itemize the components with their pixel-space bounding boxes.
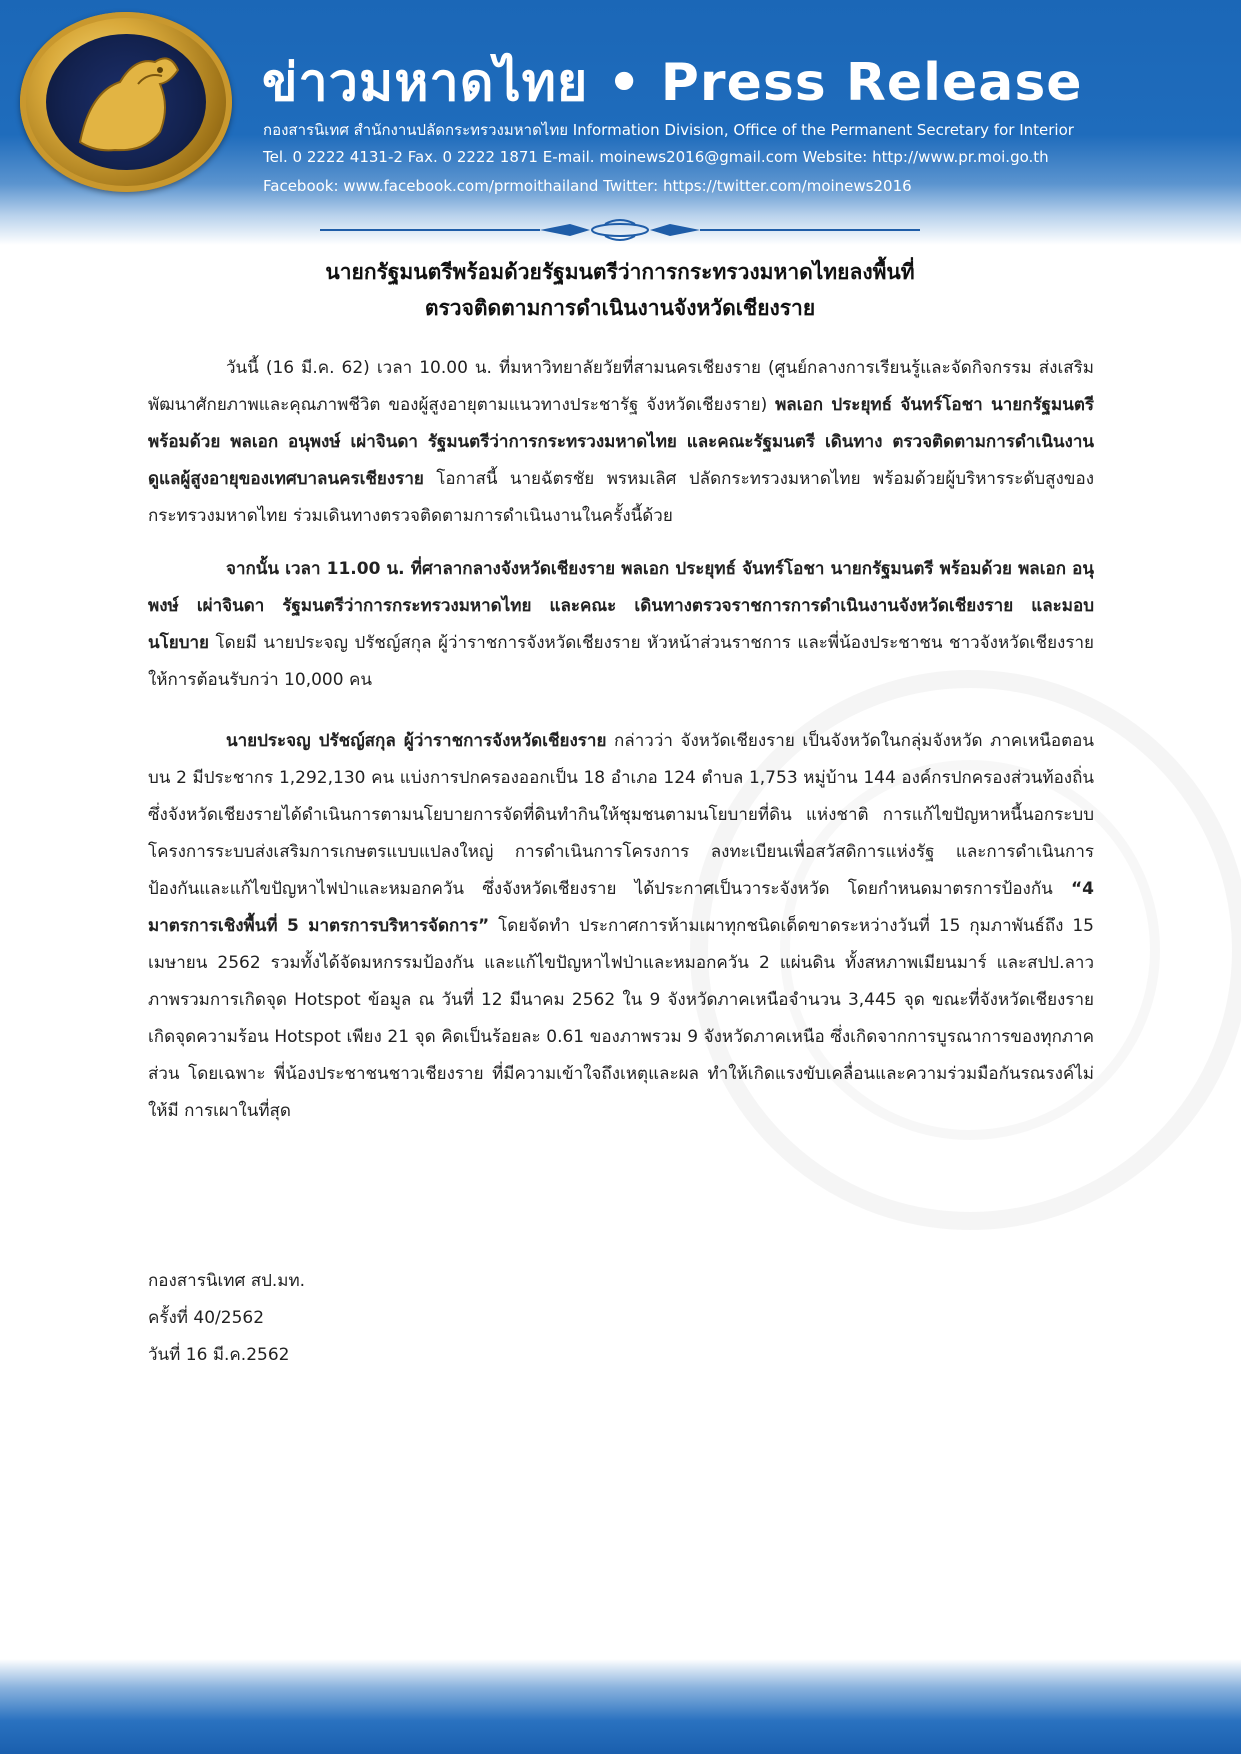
signature-division: กองสารนิเทศ สป.มท. (148, 1271, 306, 1291)
paragraph-2-bold: จากนั้น เวลา 11.00 น. ที่ศาลากลางจังหวัดเชียงราย พลเอก ประยุทธ์ จันทร์โอชา นายกรัฐมนตรี พร้อมด้วย พลเอก อนุพงษ์ เผ่าจินดา รัฐมนตรีว่าการกระทรวงมหาดไทย และคณะ เดินทางตรวจราชการการดำเนินงานจังหวัดเชียงราย และมอบนโยบาย (148, 559, 1094, 653)
signature-issue-number: ครั้งที่ 40/2562 (148, 1308, 265, 1328)
paragraph-3 (148, 723, 1094, 1130)
signature-date: วันที่ 16 มี.ค.2562 (148, 1345, 290, 1365)
headline-line-1: นายกรัฐมนตรีพร้อมด้วยรัฐมนตรีว่าการกระทรวงมหาดไทยลงพื้นที่ (325, 260, 915, 284)
paragraph-3-text-e: โดยจัดทำ ประกาศการห้ามเผาทุกชนิดเด็ดขาดระหว่างวันที่ 15 กุมภาพันธ์ถึง 15 เมษายน 2562 รวมทั้งได้จัดมหกรรมป้องกัน และแก้ไขปัญหาไฟป่าและหมอกควัน 2 แผ่นดิน ทั้งสหภาพเมียนมาร์ และสปป.ลาว ภาพรวมการเกิดจุด Hotspot ข้อมูล ณ วันที่ 12 มีนาคม 2562 ใน 9 จังหวัดภาคเหนือจำนวน 3,445 จุด ขณะที่จังหวัดเชียงรายเกิดจุดความร้อน Hotspot เพียง 21 จุด คิดเป็นร้อยละ 0.61 ของภาพรวม 9 จังหวัดภาคเหนือ ซึ่งเกิดจากการบูรณาการของทุกภาคส่วน โดยเฉพาะ พี่น้องประชาชนชาวเชียงราย ที่มีความเข้าใจถึงเหตุและผล ทำให้เกิดแรงขับเคลื่อนและความร่วมมือกันรณรงค์ไม่ให้มี การเผาในที่สุด (148, 916, 1094, 1121)
page-title: ข่าวมหาดไทย • Press Release (262, 53, 1083, 113)
paragraph-1-bold: พลเอก ประยุทธ์ จันทร์โอชา นายกรัฐมนตรี พร้อมด้วย พลเอก อนุพงษ์ เผ่าจินดา รัฐมนตรีว่าการกระทรวงมหาดไทย และคณะรัฐมนตรี เดินทาง ตรวจติดตามการดำเนินงานดูแลผู้สูงอายุของเทศบาลนครเชียงราย (148, 395, 1094, 489)
paragraph-1-text-c: โอกาสนี้ นายฉัตรชัย พรหมเลิศ ปลัดกระทรวงมหาดไทย พร้อมด้วยผู้บริหารระดับสูงของกระทรวงมหาดไทย ร่วมเดินทางตรวจติดตามการดำเนินงานในครั้งนี้ด้วย (148, 469, 1094, 526)
paragraph-3-text-c: กล่าวว่า จังหวัดเชียงราย เป็นจังหวัดในกลุ่มจังหวัด ภาคเหนือตอนบน 2 มีประชากร 1,292,130 คน แบ่งการปกครองออกเป็น 18 อำเภอ 124 ตำบล 1,753 หมู่บ้าน 144 องค์กรปกครองส่วนท้องถิ่น ซึ่งจังหวัดเชียงรายได้ดำเนินการตามนโยบายการจัดที่ดินทำกินให้ชุมชนตามนโยบายที่ดิน แห่งชาติ การแก้ไขปัญหาหนี้นอกระบบ โครงการระบบส่งเสริมการเกษตรแบบแปลงใหญ่ การดำเนินการโครงการ ลงทะเบียนเพื่อสวัสดิการแห่งรัฐ และการดำเนินการป้องกันและแก้ไขปัญหาไฟป่าและหมอกควัน ซึ่งจังหวัดเชียงราย ได้ประกาศเป็นวาระจังหวัด โดยกำหนดมาตรการป้องกัน (148, 731, 1094, 899)
paragraph-2 (148, 551, 1094, 699)
paragraph-3-bold-measures: “4 มาตรการเชิงพื้นที่ 5 มาตรการบริหารจัดการ” (148, 879, 1094, 936)
paragraph-1 (148, 350, 1094, 535)
divider-ornament (320, 218, 920, 242)
header-org-line: กองสารนิเทศ สำนักงานปลัดกระทรวงมหาดไทย Information Division, Office of the Permanent Secretary for Interior (263, 121, 1074, 139)
ministry-seal-logo (20, 12, 232, 192)
header-social-line: Facebook: www.facebook.com/prmoithailand Twitter: https://twitter.com/moinews2016 (263, 177, 912, 195)
footer-band (0, 1659, 1241, 1754)
headline-line-2: ตรวจติดตามการดำเนินงานจังหวัดเชียงราย (424, 296, 816, 320)
paragraph-1-text-a: วันนี้ (16 มี.ค. 62) เวลา 10.00 น. ที่มหาวิทยาลัยวัยที่สามนครเชียงราย (ศูนย์กลางการเรียนรู้และจัดกิจกรรม ส่งเสริมพัฒนาศักยภาพและคุณภาพชีวิต ของผู้สูงอายุตามแนวทางประชารัฐ จังหวัดเชียงราย) (148, 358, 1094, 415)
paragraph-2-text: โดยมี นายประจญ ปรัชญ์สกุล ผู้ว่าราชการจังหวัดเชียงราย หัวหน้าส่วนราชการ และพี่น้องประชาชน ชาวจังหวัดเชียงราย ให้การต้อนรับกว่า 10,000 คน (148, 633, 1094, 690)
header-contact-line: Tel. 0 2222 4131-2 Fax. 0 2222 1871 E-mail. moinews2016@gmail.com Website: http://www.pr.moi.go.th (263, 148, 1049, 166)
paragraph-3-bold-speaker: นายประจญ ปรัชญ์สกุล ผู้ว่าราชการจังหวัดเชียงราย (226, 731, 607, 751)
